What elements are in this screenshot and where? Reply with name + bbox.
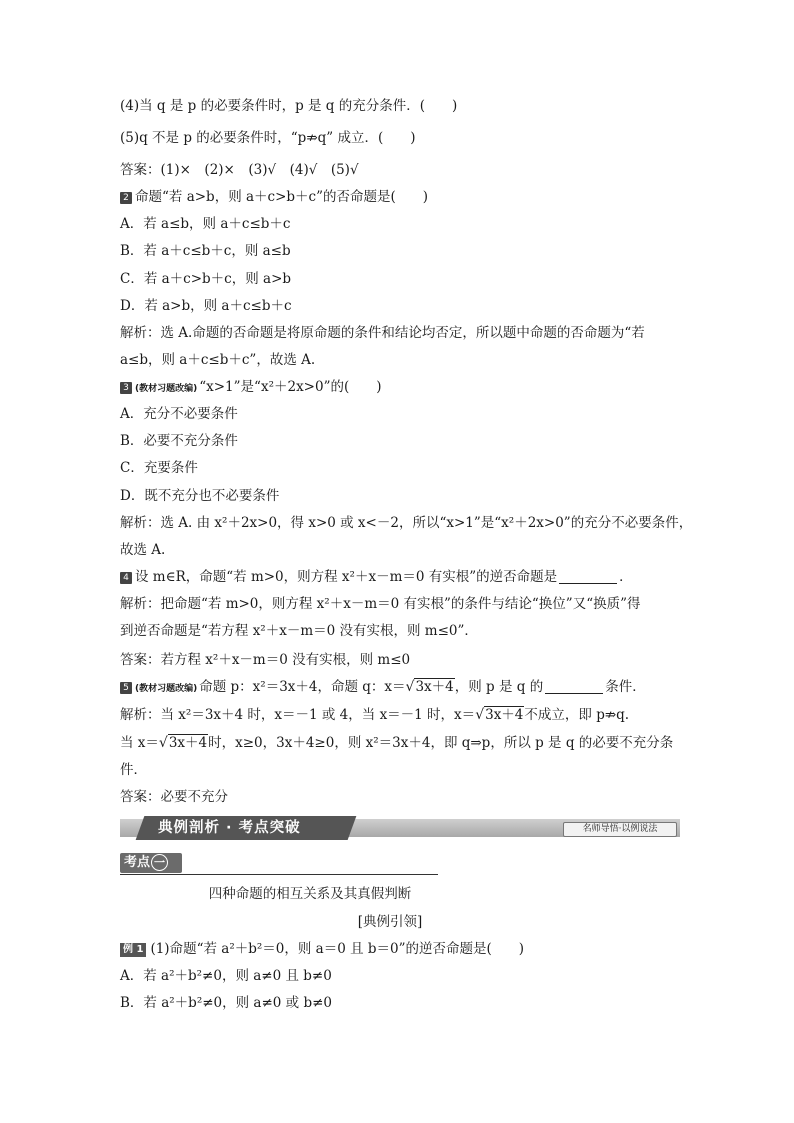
sqrt-expression: 3x＋4 xyxy=(415,679,454,695)
question-text: ，则 p 是 q 的 xyxy=(454,679,544,695)
answer-blank xyxy=(545,679,603,694)
answer-line: 答案：必要不充分 xyxy=(120,789,228,805)
solution-line: 解析：选 A. 由 x²＋2x>0，得 x>0 或 x<－2，所以“x>1”是“x²＋2x>0”的充分不必要条件， xyxy=(120,515,693,531)
text-line: (4)当 q 是 p 的必要条件时，p 是 q 的充分条件．( ) xyxy=(120,98,458,114)
option-a: A．充分不必要条件 xyxy=(120,406,238,422)
question-5 xyxy=(120,677,676,699)
text-line: (5)q 不是 p 的必要条件时，“p⇏q” 成立．( ) xyxy=(120,130,416,146)
solution-line: 故选 A. xyxy=(120,542,166,558)
option-c: C．充要条件 xyxy=(120,460,198,476)
question-4 xyxy=(120,567,676,587)
topic-badge-number: 一 xyxy=(151,854,168,871)
solution-line: 解析：选 A.命题的否命题是将原命题的条件和结论均否定，所以题中命题的否命题为“若 xyxy=(120,325,645,341)
question-2 xyxy=(120,187,676,207)
question-number-badge: 4 xyxy=(120,572,132,584)
radical-sign: √ xyxy=(405,679,415,695)
solution-line: 件． xyxy=(120,762,147,778)
radical-sign: √ xyxy=(158,735,168,751)
solution-text: 当 x＝ xyxy=(120,735,159,751)
answer-blank xyxy=(559,569,617,584)
question-number-badge: 2 xyxy=(120,192,132,204)
topic-badge xyxy=(120,853,182,873)
option-d: D．既不充分也不必要条件 xyxy=(120,488,280,504)
question-text: “x>1”是“x²＋2x>0”的( ) xyxy=(199,379,382,395)
example-badge: 例 1 xyxy=(120,943,146,957)
question-text: 条件． xyxy=(605,679,646,695)
question-text: 命题 p：x²＝3x＋4，命题 q：x＝ xyxy=(199,679,406,695)
question-number-badge: 5 xyxy=(120,682,132,694)
section-banner-subtitle: 名师导悟·以例说法 xyxy=(563,822,677,837)
divider xyxy=(120,874,438,875)
answer-line: 答案：若方程 x²＋x－m＝0 没有实根，则 m≤0 xyxy=(120,652,411,668)
solution-line: 解析：把命题“若 m>0，则方程 x²＋x－m＝0 有实根”的条件与结论“换位”又“换质”得 xyxy=(120,596,641,612)
solution-line xyxy=(120,733,676,753)
solution-line: a≤b，则 a＋c≤b＋c”，故选 A. xyxy=(120,352,316,368)
topic-badge-label: 考点 xyxy=(124,855,151,870)
solution-text: 不成立，即 p⇏q. xyxy=(524,707,630,723)
radical-sign: √ xyxy=(475,707,485,723)
punctuation: ． xyxy=(619,569,633,585)
textbook-tag: (教材习题改编) xyxy=(135,684,198,694)
option-a: A．若 a²＋b²≠0，则 a≠0 且 b≠0 xyxy=(120,968,332,984)
solution-line: 到逆否命题是“若方程 x²＋x－m＝0 没有实根，则 m≤0”． xyxy=(120,623,478,639)
option-c: C．若 a＋c>b＋c，则 a>b xyxy=(120,271,292,287)
sqrt-expression: 3x＋4 xyxy=(168,735,208,751)
question-text: 命题“若 a>b，则 a＋c>b＋c”的否命题是( ) xyxy=(135,189,429,205)
question-text: 设 m∈R，命题“若 m>0，则方程 x²＋x－m＝0 有实根”的逆否命题是 xyxy=(135,569,558,585)
option-b: B．若 a＋c≤b＋c，则 a≤b xyxy=(120,243,291,259)
option-d: D．若 a>b，则 a＋c≤b＋c xyxy=(120,298,292,314)
question-text: (1)命题“若 a²＋b²＝0，则 a＝0 且 b＝0”的逆否命题是( ) xyxy=(150,941,525,957)
option-b: B．必要不充分条件 xyxy=(120,433,238,449)
section-title: 四种命题的相互关系及其真假判断 xyxy=(208,886,412,902)
solution-line xyxy=(120,705,676,725)
solution-text: 时，x≥0，3x＋4≥0，则 x²＝3x＋4，即 q⇒p，所以 p 是 q 的必要不充分条 xyxy=(208,735,674,751)
option-b: B．若 a²＋b²≠0，则 a≠0 或 b≠0 xyxy=(120,995,332,1011)
sqrt-expression: 3x＋4 xyxy=(485,707,524,723)
subsection-title: [典例引领] xyxy=(357,914,423,930)
solution-text: 解析：当 x²＝3x＋4 时，x＝－1 或 4，当 x＝－1 时，x＝ xyxy=(120,707,476,723)
question-number-badge: 3 xyxy=(120,382,132,394)
section-banner-title: 典例剖析 · 考点突破 xyxy=(158,820,301,836)
question-3 xyxy=(120,377,676,399)
example-1 xyxy=(120,939,676,959)
textbook-tag: (教材习题改编) xyxy=(135,384,198,394)
answer-line: 答案：(1)× (2)× (3)√ (4)√ (5)√ xyxy=(120,162,359,178)
option-a: A．若 a≤b，则 a＋c≤b＋c xyxy=(120,216,291,232)
